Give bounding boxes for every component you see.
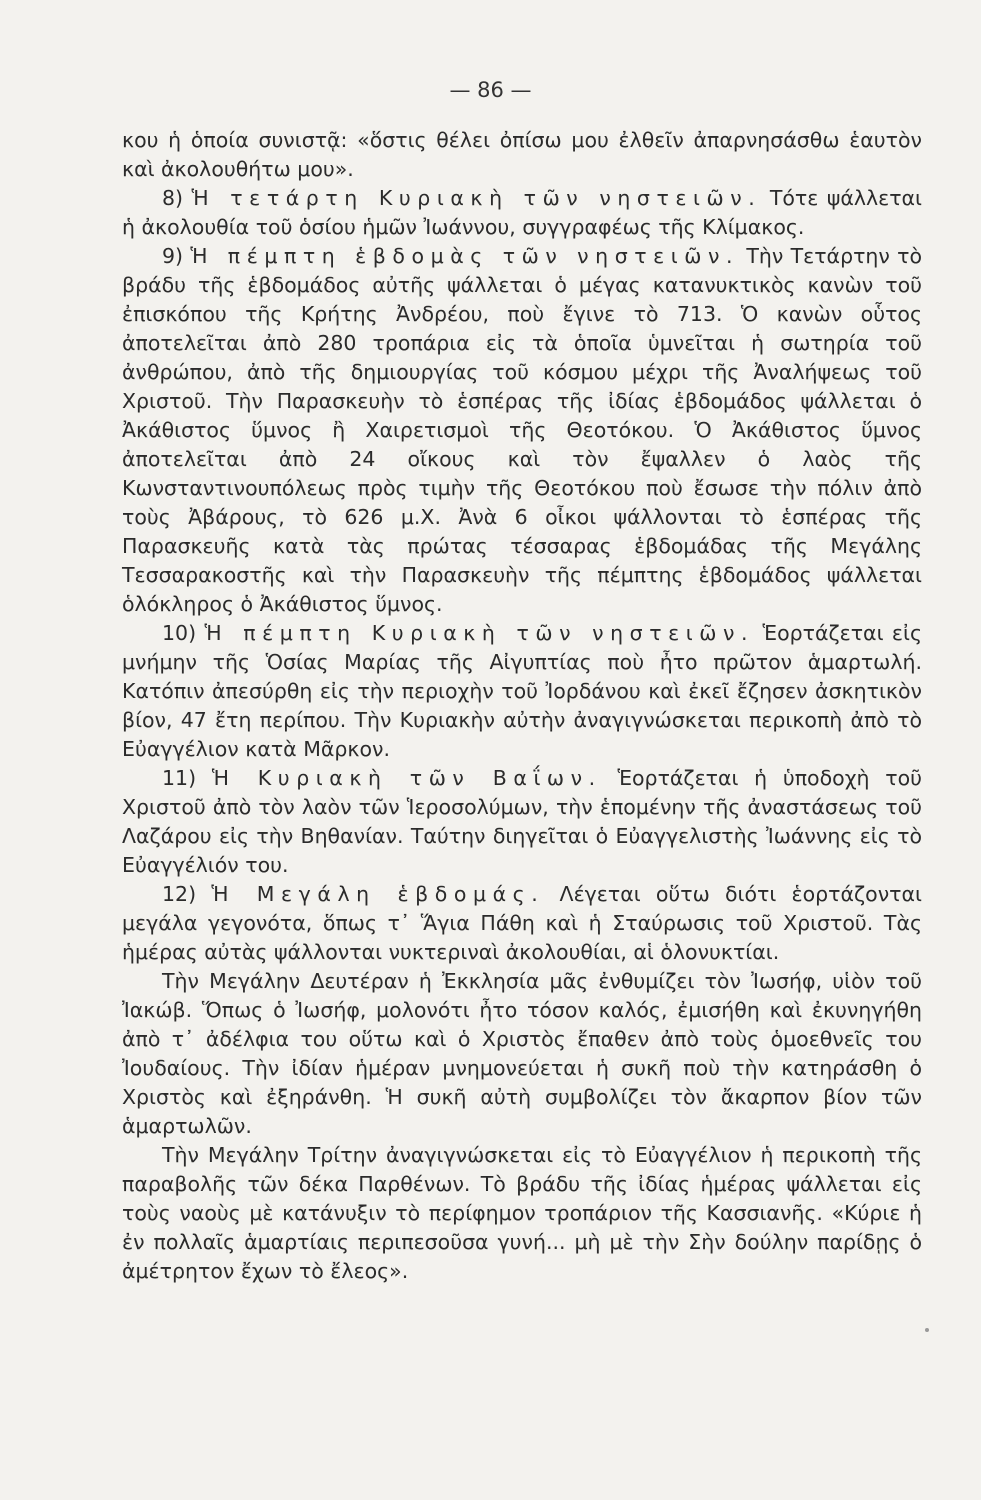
section-body: Λέγεται οὕτω διότι ἑορτάζονται μεγάλα γεγονότα, ὅπως τ᾽ Ἅγια Πάθη καὶ ἡ Σταύρωσις τοῦ Χριστοῦ. Τὰς ἡμέρας αὐτὰς ψάλλονται νυκτεριναὶ ἀκολουθίαι, αἱ ὁλονυκτίαι. <box>122 882 922 964</box>
paragraph-holy-monday: Τὴν Μεγάλην Δευτέραν ἡ Ἐκκλησία μᾶς ἐνθυμίζει τὸν Ἰωσήφ, υἱὸν τοῦ Ἰακώβ. Ὅπως ὁ Ἰωσήφ, μολονότι ἦτο τόσον καλός, ἐμισήθη καὶ ἐκυνηγήθη ἀπὸ τ᾽ ἀδέλφια του οὕτω καὶ ὁ Χριστὸς ἔπαθεν ἀπὸ τοὺς ὁμοεθνεῖς του Ἰουδαίους. Τὴν ἰδίαν ἡμέραν μνημονεύεται ἡ συκῆ ποὺ τὴν κατηράσθη ὁ Χριστὸς καὶ ἐξηράνθη. Ἡ συκῆ αὐτὴ συμβολίζει τὸν ἄκαρπον βίον τῶν ἁμαρτωλῶν. <box>122 969 922 1138</box>
paper-speck <box>925 1328 929 1332</box>
section-title: Ἡ πέμπτη ἑβδομὰς τῶν νηστειῶν. <box>190 244 740 268</box>
section-title: Ἡ τετάρτη Κυριακὴ τῶν νηστειῶν. <box>191 186 762 210</box>
section-number: 8) <box>162 186 184 210</box>
section-title: Ἡ Κυριακὴ τῶν Βαΐων. <box>211 766 602 790</box>
section-12 <box>122 880 922 967</box>
section-9 <box>122 242 922 619</box>
section-11 <box>122 764 922 880</box>
section-body: Τὴν Τετάρτην τὸ βράδυ τῆς ἑβδομάδος αὐτῆς ψάλλεται ὁ μέγας κατανυκτικὸς κανὼν τοῦ ἐπισκόπου τῆς Κρήτης Ἀνδρέου, ποὺ ἔγινε τὸ 713. Ὁ κανὼν οὗτος ἀποτελεῖται ἀπὸ 280 τροπάρια εἰς τὰ ὁποῖα ὑμνεῖται ἡ σωτηρία τοῦ ἀνθρώπου, ἀπὸ τῆς δημιουργίας τοῦ κόσμου μέχρι τῆς Ἀναλήψεως τοῦ Χριστοῦ. Τὴν Παρασκευὴν τὸ ἑσπέρας τῆς ἰδίας ἑβδομάδος ψάλλεται ὁ Ἀκάθιστος ὕμνος ἢ Χαιρετισμοὶ τῆς Θεοτόκου. Ὁ Ἀκάθιστος ὕμνος ἀποτελεῖται ἀπὸ 24 οἴκους καὶ τὸν ἔψαλλεν ὁ λαὸς τῆς Κωνσταντινουπόλεως πρὸς τιμὴν τῆς Θεοτόκου ποὺ ἔσωσε τὴν πόλιν ἀπὸ τοὺς Ἀβάρους, τὸ 626 μ.Χ. Ἀνὰ 6 οἶκοι ψάλλονται τὸ ἑσπέρας τῆς Παρασκευῆς κατὰ τὰς πρώτας τέσσαρας ἑβδομάδας τῆς Μεγάλης Τεσσαρακοστῆς καὶ τὴν Παρασκευὴν τῆς πέμπτης ἑβδομάδος ψάλλεται ὁλόκληρος ὁ Ἀκάθιστος ὕμνος. <box>122 244 922 616</box>
section-body: Τότε ψάλλεται ἡ ἀκολουθία τοῦ ὁσίου ἡμῶν Ἰωάννου, συγγραφέως τῆς Κλίμακος. <box>122 186 922 239</box>
section-title: Ἡ πέμπτη Κυριακὴ τῶν νηστειῶν. <box>204 621 755 645</box>
page-text <box>122 126 922 1286</box>
section-10 <box>122 619 922 764</box>
section-number: 9) <box>162 244 184 268</box>
section-number: 10) <box>162 621 197 645</box>
page-number: — 86 — <box>449 78 532 102</box>
section-body: Ἑορτάζεται ἡ ὑποδοχὴ τοῦ Χριστοῦ ἀπὸ τὸν λαὸν τῶν Ἱεροσολύμων, τὴν ἑπομένην τῆς ἀναστάσεως τοῦ Λαζάρου εἰς τὴν Βηθανίαν. Ταύτην διηγεῖται ὁ Εὐαγγελιστὴς Ἰωάννης εἰς τὸ Εὐαγγέλιόν του. <box>122 766 922 877</box>
section-title: Ἡ Μεγάλη ἑβδομάς. <box>211 882 545 906</box>
paragraph-continuation: κου ἡ ὁποία συνιστᾷ: «ὅστις θέλει ὀπίσω μου ἐλθεῖν ἀπαρνησάσθω ἑαυτὸν καὶ ἀκολουθήτω μου». <box>122 128 922 181</box>
section-body: Ἑορτάζεται εἰς μνήμην τῆς Ὁσίας Μαρίας τῆς Αἰγυπτίας ποὺ ἦτο πρῶτον ἁμαρτωλή. Κατόπιν ἀπεσύρθη εἰς τὴν περιοχὴν τοῦ Ἰορδάνου καὶ ἐκεῖ ἔζησεν ἀσκητικὸν βίον, 47 ἔτη περίπου. Τὴν Κυριακὴν αὐτὴν ἀναγιγνώσκεται περικοπὴ ἀπὸ τὸ Εὐαγγέλιον κατὰ Μᾶρκον. <box>122 621 922 761</box>
paragraph-holy-tuesday: Τὴν Μεγάλην Τρίτην ἀναγιγνώσκεται εἰς τὸ Εὐαγγέλιον ἡ περικοπὴ τῆς παραβολῆς τῶν δέκα Παρθένων. Τὸ βράδυ τῆς ἰδίας ἡμέρας ψάλλεται εἰς τοὺς ναοὺς μὲ κατάνυξιν τὸ περίφημον τροπάριον τῆς Κασσιανῆς. «Κύριε ἡ ἐν πολλαῖς ἁμαρτίαις περιπεσοῦσα γυνή... μὴ μὲ τὴν Σὴν δούλην παρίδῃς ὁ ἀμέτρητον ἔχων τὸ ἔλεος». <box>122 1143 922 1283</box>
section-number: 12) <box>162 882 197 906</box>
section-number: 11) <box>162 766 197 790</box>
section-8 <box>122 184 922 242</box>
